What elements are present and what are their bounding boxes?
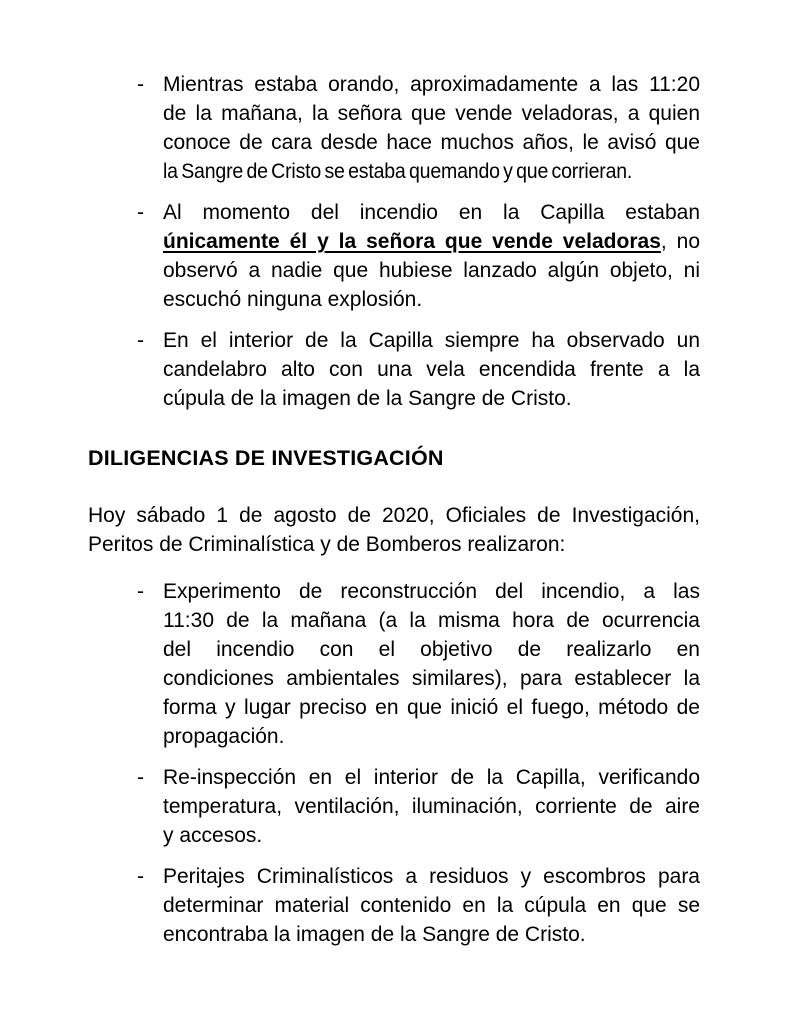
text-segment: del incendio con el objetivo de realizarlo en — [163, 638, 700, 661]
bullet-dash: - — [137, 73, 144, 96]
text-segment: Mientras estaba orando, aproximadamente a las 11:20 — [163, 73, 700, 96]
witness-observations-list — [88, 70, 700, 413]
text-line — [163, 326, 700, 355]
list-item — [88, 198, 700, 314]
text-segment: determinar material contenido en la cúpula en que se — [163, 894, 700, 917]
bullet-dash: - — [137, 766, 144, 789]
list-item-text — [163, 763, 700, 850]
text-segment: escuchó ninguna explosión. — [163, 288, 423, 311]
list-item-text — [163, 862, 700, 949]
list-item — [88, 763, 700, 850]
text-segment: Re-inspección en el interior de la Capilla, verificando — [163, 766, 700, 789]
text-line — [163, 821, 700, 850]
text-line — [163, 693, 700, 722]
text-segment: únicamente él y la señora que vende veladoras — [163, 230, 661, 253]
text-line — [163, 99, 700, 128]
list-item — [88, 70, 700, 186]
section-heading: DILIGENCIAS DE INVESTIGACIÓN — [88, 446, 444, 470]
text-line — [163, 763, 700, 792]
text-segment: encontraba la imagen de la Sangre de Cristo. — [163, 923, 586, 946]
investigation-actions-list — [88, 577, 700, 949]
text-segment: , no — [660, 230, 700, 253]
bullet-dash: - — [137, 201, 144, 224]
text-line — [163, 606, 700, 635]
text-line — [163, 664, 700, 693]
text-line — [163, 635, 700, 664]
text-line — [163, 256, 700, 285]
text-segment: Hoy sábado 1 de agosto de 2020, Oficiales de Investigación, — [88, 504, 700, 527]
list-item-text — [163, 577, 700, 751]
text-segment: Experimento de reconstrucción del incendio, a las — [163, 580, 700, 603]
list-item — [88, 326, 700, 413]
text-segment: En el interior de la Capilla siempre ha observado un — [163, 329, 700, 352]
text-line — [163, 157, 700, 186]
text-segment: candelabro alto con una vela encendida frente a la — [163, 358, 700, 381]
text-line — [163, 355, 700, 384]
list-item — [88, 577, 700, 751]
text-segment: observó a nadie que hubiese lanzado algún objeto, ni — [163, 259, 700, 282]
text-segment: 11:30 de la mañana (a la misma hora de ocurrencia — [163, 609, 700, 632]
text-segment: condiciones ambientales similares), para establecer la — [163, 667, 700, 690]
text-segment: Al momento del incendio en la Capilla estaban — [163, 201, 700, 224]
text-line — [163, 862, 700, 891]
list-item-text — [163, 326, 700, 413]
text-segment: la Sangre de Cristo se estaba quemando y que corrieran. — [163, 160, 633, 183]
bullet-dash: - — [137, 865, 144, 888]
text-line — [163, 285, 700, 314]
text-line — [163, 128, 700, 157]
text-segment: forma y lugar preciso en que inició el fuego, método de — [163, 696, 700, 719]
list-item — [88, 862, 700, 949]
text-segment: propagación. — [163, 725, 285, 748]
text-segment: cúpula de la imagen de la Sangre de Cristo. — [163, 387, 572, 410]
text-line — [163, 577, 700, 606]
text-line — [163, 792, 700, 821]
text-segment: de la mañana, la señora que vende veladoras, a quien — [163, 102, 700, 125]
text-line — [163, 920, 700, 949]
text-segment: Peritajes Criminalísticos a residuos y escombros para — [163, 865, 700, 888]
text-segment: conoce de cara desde hace muchos años, le avisó que — [163, 131, 700, 154]
bullet-dash: - — [137, 580, 144, 603]
bullet-dash: - — [137, 329, 144, 352]
intro-paragraph — [88, 501, 700, 559]
text-line — [163, 722, 700, 751]
text-line — [163, 227, 700, 256]
list-item-text — [163, 198, 700, 314]
text-segment: Peritos de Criminalística y de Bomberos realizaron: — [88, 533, 566, 556]
text-line — [163, 384, 700, 413]
text-line — [88, 501, 700, 530]
text-segment: y accesos. — [163, 824, 263, 847]
text-line — [163, 198, 700, 227]
text-line — [88, 530, 700, 559]
text-line — [163, 70, 700, 99]
list-item-text — [163, 70, 700, 186]
text-line — [163, 891, 700, 920]
text-segment: temperatura, ventilación, iluminación, corriente de aire — [163, 795, 700, 818]
